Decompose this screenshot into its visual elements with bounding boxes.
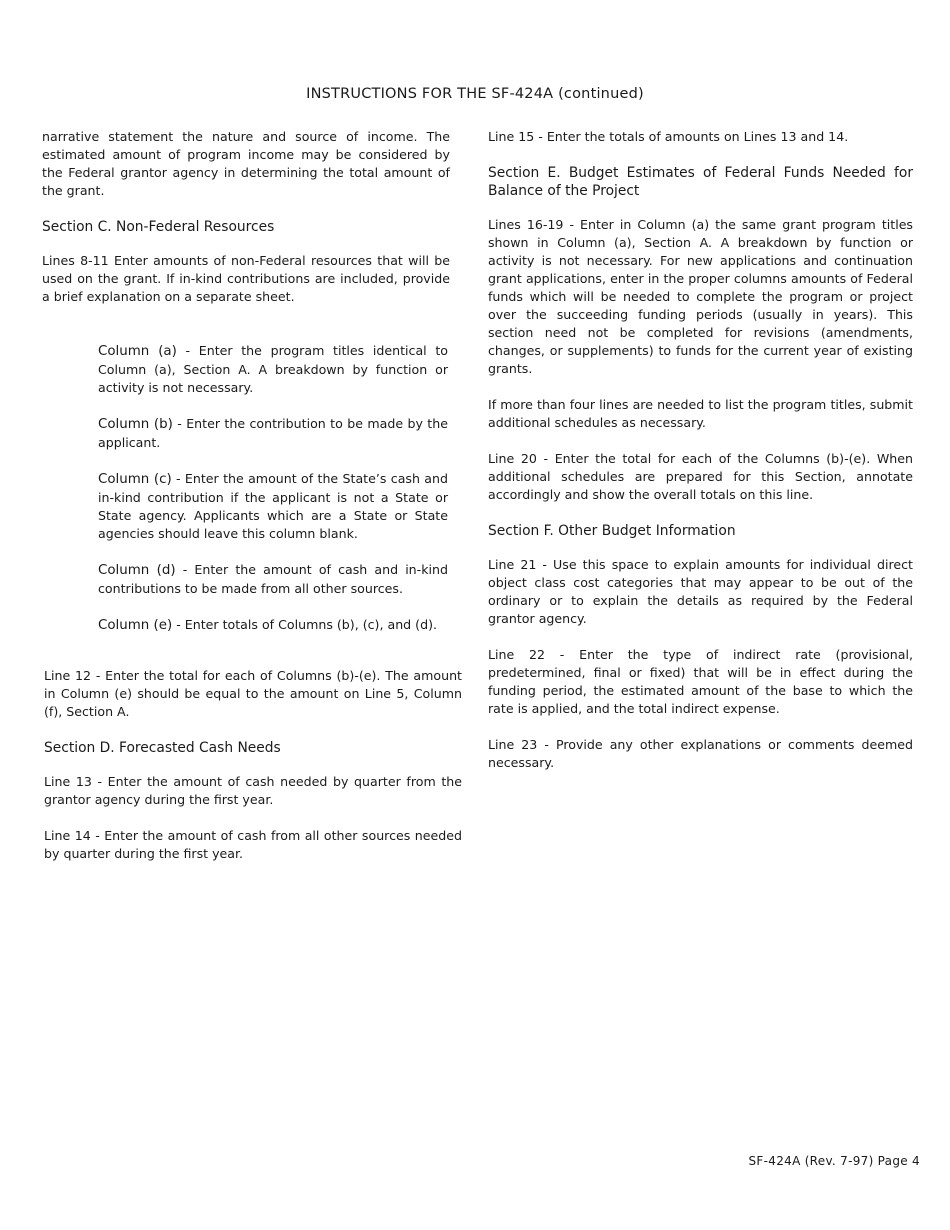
column-b-paragraph: Column (b) - Enter the contribution to be made by the applicant.: [98, 416, 448, 450]
line-21-paragraph: Line 21 - Use this space to explain amounts for individual direct object class cost categories that may appear to be out of the ordinary or to explain the details as required by the Federal grantor agency.: [488, 557, 913, 626]
lines-16-19-paragraph: Lines 16-19 - Enter in Column (a) the same grant program titles shown in Column (a), Section A. A breakdown by function or activity is not necessary. For new applications and continuation grant applications, enter in the proper columns amounts of Federal funds which will be needed to complete the program or project over the succeeding funding periods (usually in years). This section need not be completed for revisions (amendments, changes, or supplements) to funds for the current year of existing grants.: [488, 217, 913, 376]
column-d-paragraph: Column (d) - Enter the amount of cash and in-kind contributions to be made from all other sources.: [98, 562, 448, 596]
page-title: INSTRUCTIONS FOR THE SF-424A (continued): [306, 86, 644, 102]
section-e-heading: Section E. Budget Estimates of Federal Funds Needed for Balance of the Project: [488, 165, 913, 199]
page-footer: SF-424A (Rev. 7-97) Page 4: [748, 1154, 920, 1168]
line-13-paragraph: Line 13 - Enter the amount of cash needed by quarter from the grantor agency during the first year.: [44, 774, 462, 807]
line-23-paragraph: Line 23 - Provide any other explanations or comments deemed necessary.: [488, 737, 913, 770]
left-column: [42, 128, 450, 653]
line-15-paragraph: Line 15 - Enter the totals of amounts on Lines 13 and 14.: [488, 129, 849, 144]
line-12-paragraph: Line 12 - Enter the total for each of Columns (b)-(e). The amount in Column (e) should be equal to the amount on Line 5, Column (f), Section A.: [44, 668, 462, 719]
column-c-paragraph: Column (c) - Enter the amount of the State’s cash and in-kind contribution if the applicant is not a State or State agency. Applicants which are a State or State agencies should leave this column blank.: [98, 471, 448, 541]
left-column-lower: [44, 667, 462, 881]
lines-8-11-paragraph: Lines 8-11 Enter amounts of non-Federal resources that will be used on the grant. If in-kind contributions are included, provide a brief explanation on a separate sheet.: [42, 253, 450, 304]
section-f-heading: Section F. Other Budget Information: [488, 523, 736, 539]
line-22-paragraph: Line 22 - Enter the type of indirect rate (provisional, predetermined, final or fixed) that will be in effect during the funding period, the estimated amount of the base to which the rate is applied, and the total indirect expense.: [488, 647, 913, 716]
section-d-heading: Section D. Forecasted Cash Needs: [44, 740, 281, 756]
column-e-paragraph: Column (e) - Enter totals of Columns (b), (c), and (d).: [98, 617, 437, 633]
column-instructions: [98, 342, 448, 635]
section-c-heading: Section C. Non-Federal Resources: [42, 219, 275, 235]
intro-paragraph: narrative statement the nature and source of income. The estimated amount of program income may be considered by the Federal grantor agency in determining the total amount of the grant.: [42, 129, 450, 198]
more-lines-paragraph: If more than four lines are needed to list the program titles, submit additional schedules as necessary.: [488, 397, 913, 430]
line-14-paragraph: Line 14 - Enter the amount of cash from all other sources needed by quarter during the first year.: [44, 828, 462, 861]
right-column: [488, 128, 913, 790]
line-20-paragraph: Line 20 - Enter the total for each of the Columns (b)-(e). When additional schedules are prepared for this Section, annotate accordingly and show the overall totals on this line.: [488, 451, 913, 502]
column-a-paragraph: Column (a) - Enter the program titles identical to Column (a), Section A. A breakdown by function or activity is not necessary.: [98, 343, 448, 395]
